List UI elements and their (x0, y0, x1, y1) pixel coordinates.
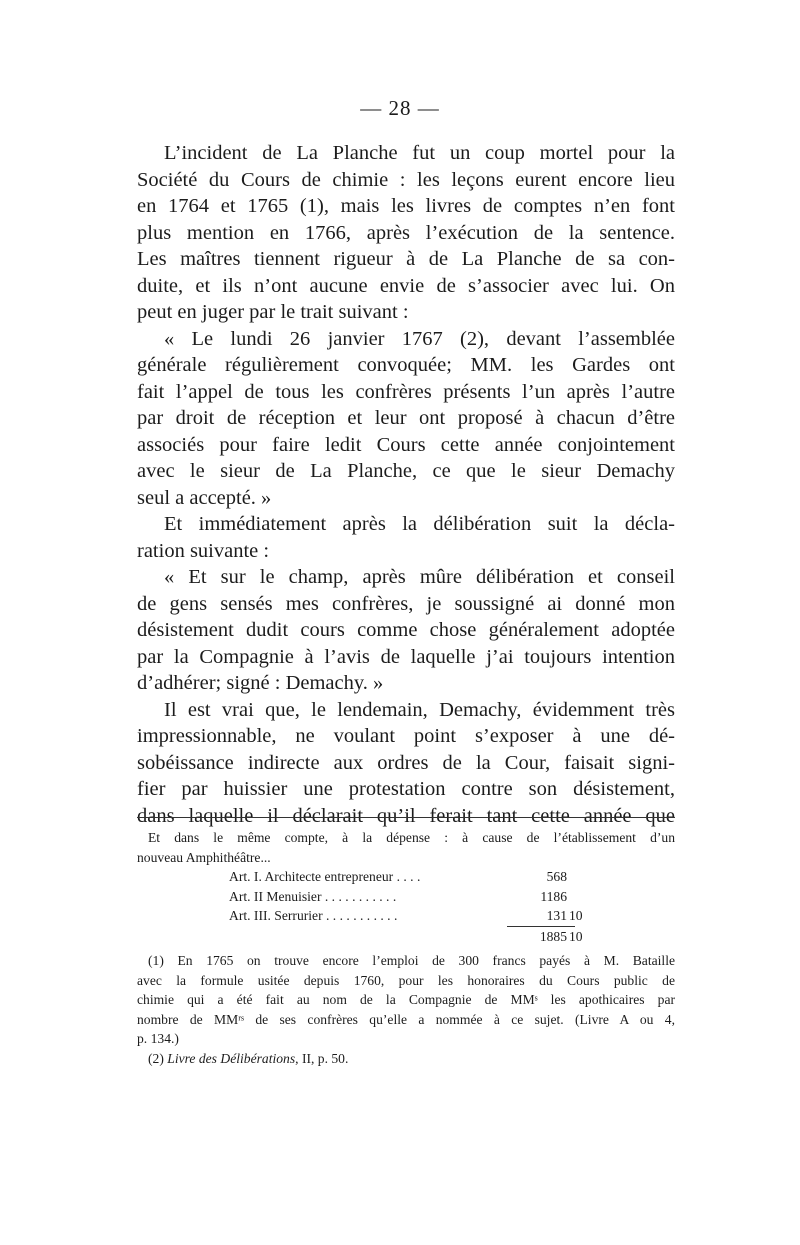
body-line: d’adhérer; signé : Demachy. » (137, 672, 384, 694)
footnote-line: (1) En 1765 on trouve encore l’emploi de 300 francs payés à M. Bataille (148, 953, 675, 968)
body-line: générale régulièrement convoquée; MM. les Gardes ont (137, 354, 675, 376)
body-line: de gens sensés mes confrères, je soussigné ai donné mon (137, 592, 675, 615)
body-line: Les maîtres tiennent rigueur à de La Planche de sa con- (137, 248, 675, 270)
account-label: Art. I. Architecte entrepreneur . . . . (229, 869, 421, 884)
body-line: impressionnable, ne voulant point s’exposer à une dé- (137, 725, 675, 747)
account-label: Art. II Menuisier . . . . . . . . . . . (229, 888, 397, 904)
body-line: « Et sur le champ, après mûre délibération et conseil (164, 566, 675, 588)
note-line: Et dans le même compte, à la dépense : à cause de l’établissement d’un (148, 830, 675, 845)
body-line: par droit de réception et leur ont proposé à chacun d’être (137, 407, 675, 429)
footnote-line: p. 134.) (137, 1031, 179, 1046)
body-line: avec le sieur de La Planche, ce que le sieur Demachy (137, 460, 675, 482)
account-cents: 10 (569, 908, 583, 923)
body-line: par la Compagnie à l’avis de laquelle j’ai toujours intention (137, 645, 675, 668)
body-line: fier par huissier une protestation contre son désistement, (137, 778, 675, 800)
body-line: Société du Cours de chimie : les leçons eurent encore lieu (137, 168, 675, 191)
footnote-line: chimie qui a été fait au nom de la Compagnie de MMˢ les apothicaires par (137, 992, 675, 1007)
footnote-2 (137, 1049, 675, 1069)
body-line: en 1764 et 1765 (1), mais les livres de comptes n’en font (137, 195, 675, 217)
account-row (137, 867, 675, 887)
total-cents: 10 (569, 928, 583, 944)
body-line: plus mention en 1766, après l’exécution de la sentence. (137, 221, 675, 244)
body-line: seul a accepté. » (137, 486, 272, 509)
note-line: nouveau Amphithéâtre... (137, 849, 271, 865)
body-line: peut en juger par le trait suivant : (137, 301, 409, 323)
total-row (137, 927, 675, 947)
account-amount: 131 (546, 908, 567, 923)
body-line: L’incident de La Planche fut un coup mortel pour la (164, 142, 675, 164)
body-line: désistement dudit cours comme chose généralement adoptée (137, 619, 675, 641)
account-row (137, 887, 675, 907)
footnote-line: avec la formule usitée depuis 1760, pour les honoraires du Cours public de (137, 972, 675, 988)
footnote-2-number: (2) (148, 1050, 164, 1066)
body-line: duite, et ils n’ont aucune envie de s’associer avec lui. On (137, 274, 675, 297)
body-line: dans laquelle il déclarait qu’il ferait tant cette année que (137, 804, 675, 827)
footnotes (137, 828, 675, 1068)
body-line: sobéissance indirecte aux ordres de la Cour, faisait signi- (137, 751, 675, 774)
body-line: « Le lundi 26 janvier 1767 (2), devant l’assemblée (164, 327, 675, 350)
body-line: Il est vrai que, le lendemain, Demachy, évidemment très (164, 698, 675, 721)
account-amount: 568 (546, 869, 567, 884)
account-label: Art. III. Serrurier . . . . . . . . . . . (229, 908, 398, 923)
body-line: associés pour faire ledit Cours cette année conjointement (137, 433, 675, 456)
body-text (137, 140, 675, 829)
total-amount: 1885 (539, 928, 567, 944)
page-number: — 28 — (360, 96, 440, 120)
account-amount: 1186 (540, 888, 567, 904)
account-row (137, 906, 675, 926)
body-line: fait l’appel de tous les confrères présents l’un après l’autre (137, 380, 675, 403)
body-line: Et immédiatement après la délibération suit la décla- (164, 513, 675, 535)
body-line: ration suivante : (137, 539, 270, 562)
footnote-2-title: Livre des Délibérations (167, 1050, 296, 1066)
footnote-2-ref: , II, p. 50. (295, 1050, 349, 1066)
footnote-line: nombre de MMʳˢ de ses confrères qu’elle a nommée à ce sujet. (Livre A ou 4, (137, 1011, 675, 1027)
footnote-divider (137, 817, 675, 818)
